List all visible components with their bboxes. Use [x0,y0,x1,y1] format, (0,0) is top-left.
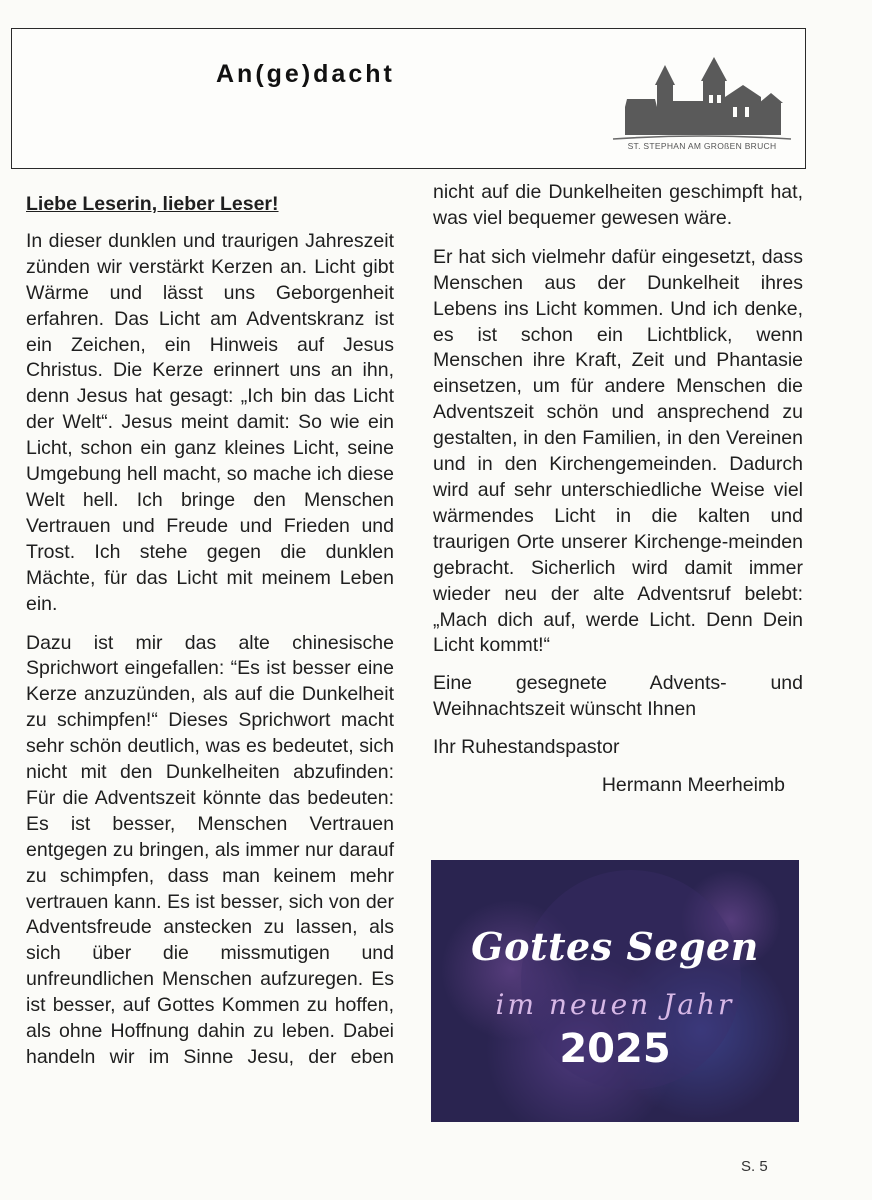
card-title: Gottes Segen [471,924,759,969]
right-column [433,180,803,799]
signature-role: Ihr Ruhestandspastor [433,736,620,759]
paragraph-2: Dazu ist mir das alte chinesische Sprichwort eingefallen: “Es ist besser eine Kerze anzuzünden, als auf die Dunkelheit zu schimpfen!“ Dieses Sprichwort macht sehr schön deutlich, was es bedeutet, sich nicht mit den Dunkelheiten abzufinden: Für die Adventszeit könnte das bedeuten: Es ist besser, Menschen Vertrauen entgegen zu bringen, als immer nur darauf zu schimpfen, dass man keinem mehr vertrauen kann. Es ist besser, sich von der Adventsfreude anstecken zu lassen, als sich über die missmutigen und unfreundlichen Menschen aufzuregen. Es ist besser, auf Gottes Kommen zu hoffen, als ohne Hoffnung dahin zu leben. Dabei handeln wir im Sinne Jesu, der eben [26,631,394,1068]
left-column [26,192,394,1071]
church-logo [607,55,797,161]
greeting: Liebe Leserin, lieber Leser! [26,193,279,215]
paragraph-3: Er hat sich vielmehr dafür eingesetzt, dass Menschen aus der Dunkelheit ihres Lebens ins Licht kommen. Und ich denke, es ist schon ein Lichtblick, wenn Menschen ihre Kraft, Zeit und Phantasie einsetzen, um für andere Menschen die Adventszeit schön und ansprechend zu gestalten, in den Familien, in den Vereinen und in den Kirchengemeinden. Dadurch wird auf sehr unterschiedliche Weise viel wärmendes Licht in die kalten und traurigen Orte unserer Kirchenge-meinden gebracht. Sicherlich wird damit immer wieder neu der alte Adventsruf belebt: „Mach dich auf, werde Licht. Denn Dein Licht kommt!“ [433,245,803,657]
paragraph-1: In dieser dunklen und traurigen Jahreszeit zünden wir verstärkt Kerzen an. Licht gibt Wärme und lässt uns Geborgenheit erfahren. Das Licht am Adventskranz ist ein Zeichen, ein Hinweis auf Jesus Christus. Die Kerze erinnert uns an ihn, denn Jesus hat gesagt: „Ich bin das Licht der Welt“. Jesus meint damit: So wie ein Licht, schon ein ganz kleines Licht, seine Umgebung hell macht, so mache ich diese Welt hell. Ich bringe den Menschen Vertrauen und Freude und Frieden und Trost. Ich stehe gegen die dunklen Mächte, für das Licht mit meinem Leben ein. [26,229,394,615]
page-title: An(ge)dacht [216,60,395,88]
logo-text: ST. STEPHAN AM GROßEN BRUCH [627,141,777,151]
paragraph-continued: nicht auf die Dunkelheiten geschimpft hat, was viel bequemer gewesen wäre. [433,181,803,229]
closing-greeting: Eine gesegnete Advents- und Weihnachtszeit wünscht Ihnen [433,672,803,721]
signature-name: Hermann Meerheimb [601,774,785,797]
card-subtitle: im neuen Jahr [495,988,735,1021]
page-number: S. 5 [741,1158,768,1175]
new-year-card [431,860,799,1122]
card-year: 2025 [559,1026,671,1072]
